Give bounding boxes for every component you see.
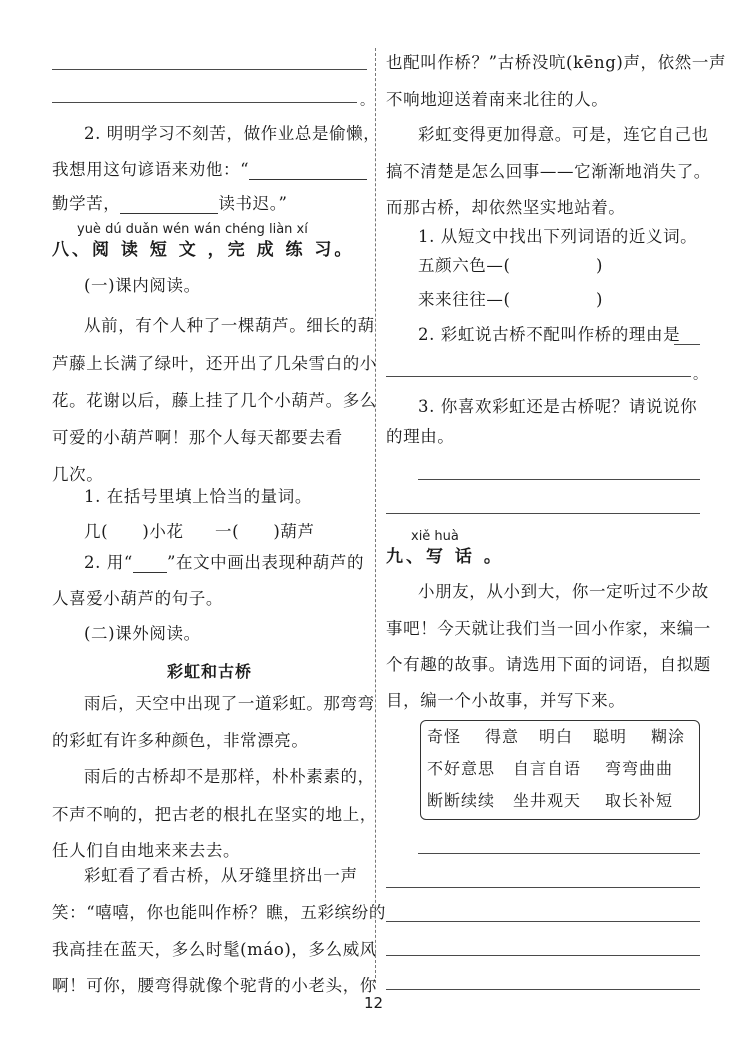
paragraph-line: 也配叫作桥？”古桥没吭(kēng)声，依然一声 <box>386 53 727 72</box>
answer-item[interactable]: 一( )葫芦 <box>215 522 315 541</box>
paragraph-line: 不响地迎送着南来北往的人。 <box>386 90 609 109</box>
word-bank-item: 自言自语 <box>513 759 582 778</box>
word-bank-item: 坐井观天 <box>513 791 582 810</box>
question-text: 人喜爱小葫芦的句子。 <box>52 589 223 608</box>
period: 。 <box>693 367 707 383</box>
answer-line[interactable] <box>52 69 367 70</box>
answer-line[interactable] <box>674 344 700 345</box>
section-pinyin: wán chéng liàn xí <box>194 222 308 237</box>
word-bank-item: 得意 <box>485 727 520 746</box>
answer-item[interactable]: 五颜六色—( ) <box>418 256 604 275</box>
column-divider <box>375 48 376 983</box>
word-bank-item: 取长补短 <box>605 791 674 810</box>
fill-blank[interactable] <box>249 163 367 180</box>
answer-line[interactable] <box>418 479 700 480</box>
paragraph-line: 彩虹变得更加得意。可是，连它自己也 <box>418 125 709 144</box>
writing-line[interactable] <box>386 887 700 888</box>
paragraph-line: 小朋友，从小到大，你一定听过不少故 <box>418 582 709 601</box>
paragraph-line: 雨后，天空中出现了一道彩虹。那弯弯 <box>84 694 375 713</box>
paragraph-line: 任人们自由地来来去去。 <box>52 841 241 860</box>
answer-line[interactable] <box>386 376 691 377</box>
word-bank-item: 不好意思 <box>427 759 496 778</box>
writing-line[interactable] <box>386 989 700 990</box>
paragraph-line: 雨后的古桥却不是那样，朴朴素素的， <box>84 767 375 786</box>
paragraph-line: 事吧！今天就让我们当一回小作家，来编一 <box>386 619 711 638</box>
paragraph-line: 彩虹看了看古桥，从牙缝里挤出一声 <box>84 866 358 885</box>
section-pinyin: yuè dú duǎn wén <box>77 222 190 237</box>
writing-line[interactable] <box>386 955 700 956</box>
question-text <box>52 160 367 180</box>
paragraph-line: 而那古桥，却依然坚实地站着。 <box>386 198 626 217</box>
paragraph-line: 我高挂在蓝天，多么时髦(máo)，多么威风 <box>52 940 377 959</box>
paragraph-line: 可爱的小葫芦啊！那个人每天都要去看 <box>52 428 343 447</box>
question-text: 1. 在括号里填上恰当的量词。 <box>84 487 312 506</box>
word-bank-item: 奇怪 <box>427 727 462 746</box>
story-title: 彩虹和古桥 <box>167 662 253 681</box>
paragraph-line: 个有趣的故事。请选用下面的词语，自拟题 <box>386 655 711 674</box>
word-bank-item: 糊涂 <box>651 727 686 746</box>
question-text-part: 我想用这句谚语来劝他：“ <box>52 160 250 179</box>
page-number: 12 <box>364 994 384 1012</box>
paragraph-line: 的彩虹有许多种颜色，非常漂亮。 <box>52 731 309 750</box>
question-text: 2. 明明学习不刻苦，做作业总是偷懒， <box>84 124 381 143</box>
fill-blank[interactable] <box>120 197 218 214</box>
answer-item[interactable]: 来来往往—( ) <box>418 290 604 309</box>
question-text-part: ”在文中画出表现种葫芦的 <box>166 553 365 572</box>
answer-item[interactable]: 几( )小花 <box>84 522 184 541</box>
section-pinyin: xiě huà <box>411 529 459 544</box>
word-bank-item: 断断续续 <box>427 791 496 810</box>
question-text-part: 读书迟。” <box>218 194 288 213</box>
paragraph-line: 笑：“嘻嘻，你也能叫作桥？瞧，五彩缤纷的 <box>52 903 386 922</box>
question-text: 1. 从短文中找出下列词语的近义词。 <box>418 227 698 246</box>
word-bank-item: 弯弯曲曲 <box>605 759 674 778</box>
question-text-part: 勤学苦， <box>52 194 121 213</box>
writing-line[interactable] <box>386 921 700 922</box>
paragraph-line: 搞不清楚是怎么回事——它渐渐地消失了。 <box>386 162 711 181</box>
period: 。 <box>360 93 374 109</box>
word-bank-item: 明白 <box>539 727 574 746</box>
section-title: 八、阅 读 短 文 ，完 成 练 习。 <box>52 240 355 260</box>
word-bank-item: 聪明 <box>593 727 628 746</box>
writing-line[interactable] <box>418 853 700 854</box>
paragraph-line: 不声不响的，把古老的根扎在坚实的地上， <box>52 805 377 824</box>
paragraph-line: 几次。 <box>52 465 104 484</box>
subsection-label: (一)课内阅读。 <box>84 276 201 295</box>
paragraph-line: 啊！可你，腰弯得就像个驼背的小老头，你 <box>52 976 377 995</box>
answer-line[interactable] <box>52 102 357 103</box>
question-text: 2. 彩虹说古桥不配叫作桥的理由是 <box>418 325 681 344</box>
paragraph-line: 目，编一个小故事，并写下来。 <box>386 691 626 710</box>
question-text <box>84 553 364 573</box>
answer-line[interactable] <box>386 513 700 514</box>
paragraph-line: 花。花谢以后，藤上挂了几个小葫芦。多么 <box>52 391 377 410</box>
question-text: 的理由。 <box>386 427 455 446</box>
paragraph-line: 从前，有个人种了一棵葫芦。细长的葫 <box>84 316 375 335</box>
underline-sample <box>133 556 167 573</box>
paragraph-line: 芦藤上长满了绿叶，还开出了几朵雪白的小 <box>52 354 377 373</box>
section-title: 九、写 话 。 <box>386 547 504 567</box>
word-bank-box <box>420 720 700 820</box>
question-text: 3. 你喜欢彩虹还是古桥呢？请说说你 <box>418 397 698 416</box>
question-text <box>52 194 288 214</box>
subsection-label: (二)课外阅读。 <box>84 624 201 643</box>
question-text-part: 2. 用“ <box>84 553 133 572</box>
